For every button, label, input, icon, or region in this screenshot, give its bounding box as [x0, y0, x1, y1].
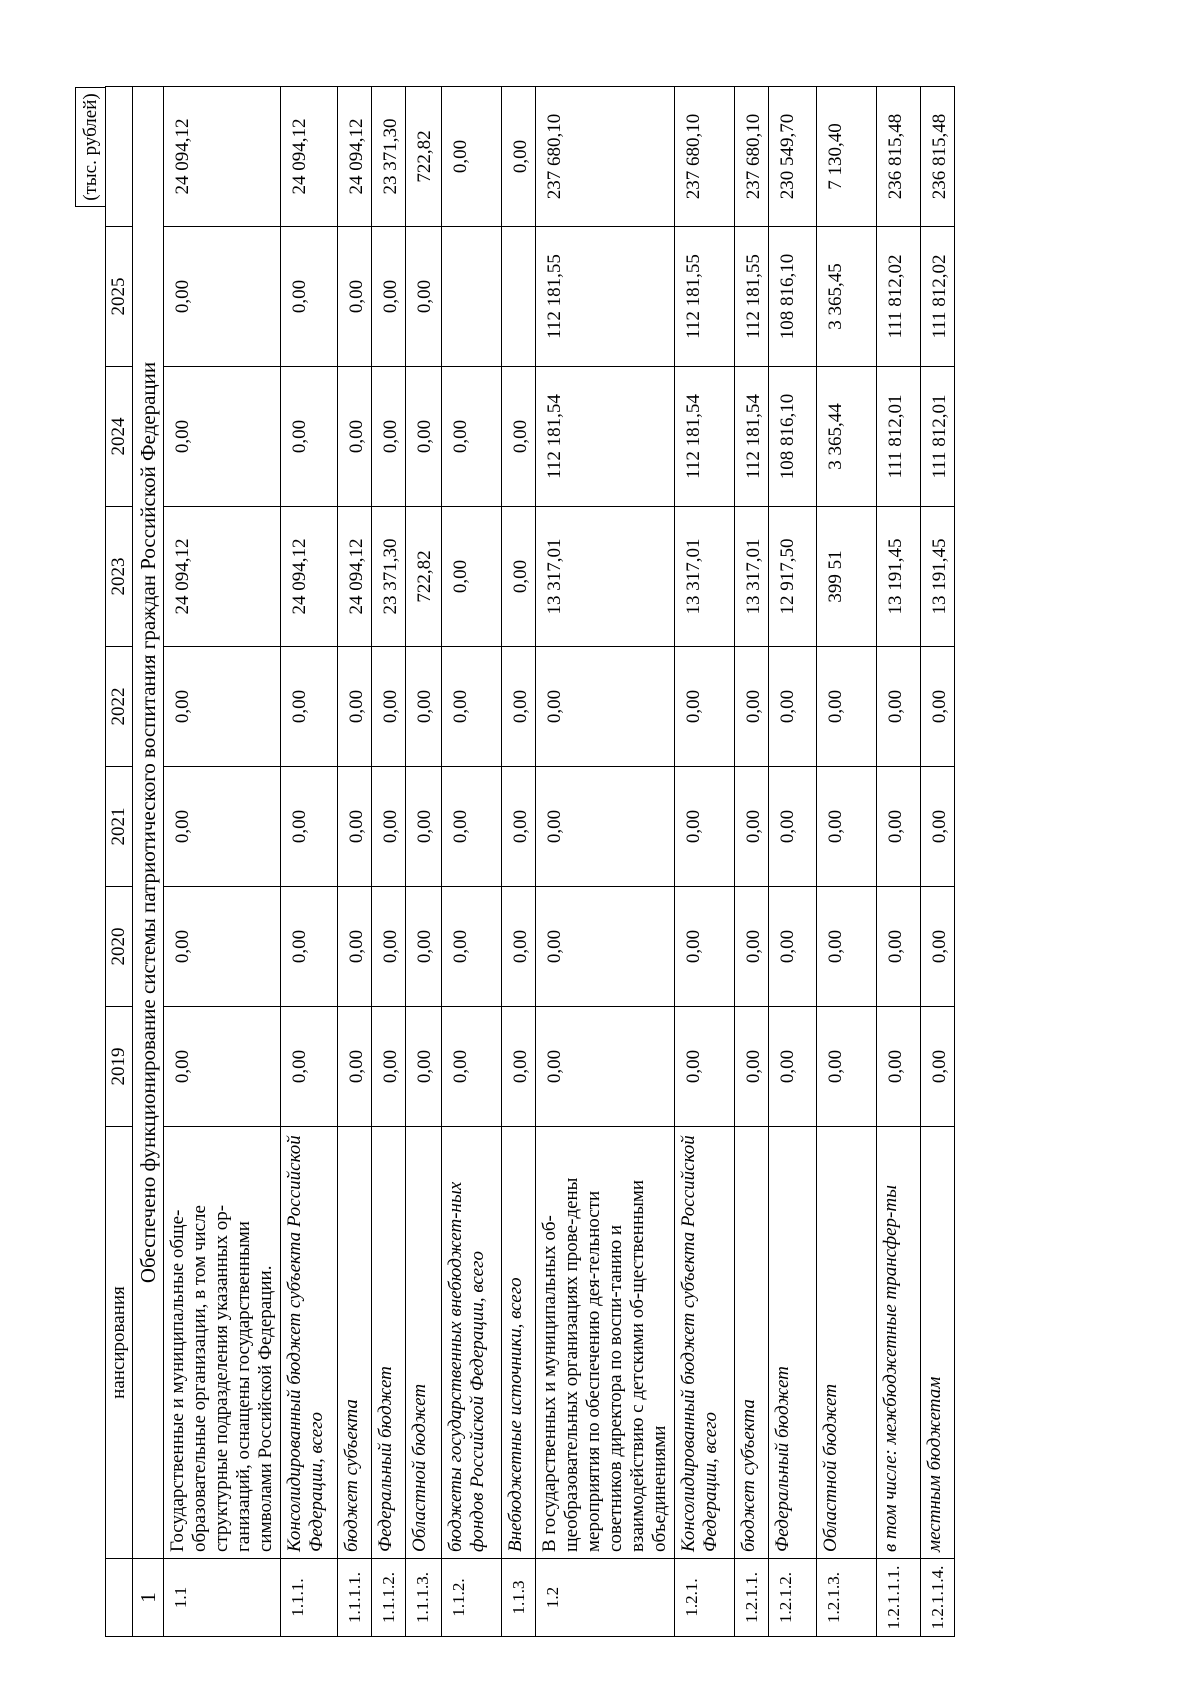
financing-table-sheet	[80, 87, 1105, 1637]
row-year-value: 0,00	[536, 647, 675, 767]
row-year-value: 0,00	[817, 887, 877, 1007]
row-year-value: 111 812,01	[921, 367, 955, 507]
row-year-value: 0,00	[281, 227, 338, 367]
row-year-value: 0,00	[735, 1007, 769, 1127]
row-year-value: 0,00	[372, 767, 406, 887]
row-year-value: 112 181,55	[735, 227, 769, 367]
row-year-value: 112 181,54	[735, 367, 769, 507]
row-year-value: 23 371,30	[372, 507, 406, 647]
row-year-value: 0,00	[675, 647, 735, 767]
row-name: в том числе: межбюджетные трансфер-ты	[877, 1127, 921, 1559]
row-name: местным бюджетам	[921, 1127, 955, 1559]
row-year-value: 0,00	[877, 647, 921, 767]
row-year-value: 12 917,50	[769, 507, 817, 647]
row-code: 1.1.1.1.	[338, 1559, 372, 1637]
header-year-2025: 2025	[106, 227, 133, 367]
row-year-value: 0,00	[338, 767, 372, 887]
row-total-value: 7 130,40	[817, 87, 877, 227]
row-total-value: 24 094,12	[281, 87, 338, 227]
row-year-value	[502, 227, 536, 367]
row-year-value: 3 365,45	[817, 227, 877, 367]
row-year-value: 399 51	[817, 507, 877, 647]
row-name: В государственных и муниципальных об-щеобразовательных организациях прове-дены мероприятия по обеспечению дея-тельности советников директора по воспи-танию и взаимодействию с детскими об-щественными объединениями	[536, 1127, 675, 1559]
row-year-value: 24 094,12	[338, 507, 372, 647]
row-year-value: 0,00	[442, 767, 502, 887]
row-code: 1.2.1.1.1.	[877, 1559, 921, 1637]
row-year-value: 722,82	[406, 507, 442, 647]
row-year-value: 0,00	[338, 367, 372, 507]
table-row	[769, 87, 817, 1637]
row-name: Внебюджетные источники, всего	[502, 1127, 536, 1559]
row-code: 1.1	[164, 1559, 281, 1637]
row-year-value: 0,00	[372, 887, 406, 1007]
row-name: Государственные и муниципальные обще-образовательные организации, в том числе структурные подразделения указанных ор-ганизаций, оснащены государственными символами Российской Федерации.	[164, 1127, 281, 1559]
table-row	[442, 87, 502, 1637]
row-year-value: 0,00	[164, 367, 281, 507]
row-year-value: 0,00	[536, 767, 675, 887]
header-year-2020: 2020	[106, 887, 133, 1007]
table-body	[133, 87, 955, 1637]
row-total-value: 236 815,48	[921, 87, 955, 227]
row-year-value: 0,00	[921, 887, 955, 1007]
row-total-value: 722,82	[406, 87, 442, 227]
section-row	[133, 87, 164, 1637]
table-row	[877, 87, 921, 1637]
row-code: 1.2	[536, 1559, 675, 1637]
row-year-value: 0,00	[769, 887, 817, 1007]
row-year-value: 0,00	[281, 1007, 338, 1127]
row-year-value: 0,00	[817, 1007, 877, 1127]
row-name: Консолидированный бюджет субъекта Российской Федерации, всего	[281, 1127, 338, 1559]
row-year-value: 111 812,01	[877, 367, 921, 507]
row-year-value: 24 094,12	[164, 507, 281, 647]
row-year-value: 0,00	[442, 367, 502, 507]
table-row	[164, 87, 281, 1637]
row-year-value: 0,00	[675, 1007, 735, 1127]
row-code: 1.2.1.2.	[769, 1559, 817, 1637]
row-year-value: 0,00	[164, 647, 281, 767]
row-year-value: 0,00	[406, 227, 442, 367]
row-name: бюджет субъекта	[338, 1127, 372, 1559]
row-code: 1.1.1.	[281, 1559, 338, 1637]
row-code: 1.1.1.3.	[406, 1559, 442, 1637]
header-year-2024: 2024	[106, 367, 133, 507]
row-year-value: 0,00	[406, 767, 442, 887]
row-year-value: 13 317,01	[675, 507, 735, 647]
row-year-value: 0,00	[735, 647, 769, 767]
row-year-value: 0,00	[735, 887, 769, 1007]
row-year-value: 0,00	[164, 767, 281, 887]
row-year-value: 0,00	[675, 767, 735, 887]
row-name: Федеральный бюджет	[769, 1127, 817, 1559]
row-year-value: 0,00	[372, 1007, 406, 1127]
row-year-value: 0,00	[769, 647, 817, 767]
row-year-value: 111 812,02	[921, 227, 955, 367]
row-code: 1.2.1.1.	[735, 1559, 769, 1637]
row-year-value: 0,00	[442, 1007, 502, 1127]
row-total-value: 24 094,12	[338, 87, 372, 227]
row-year-value: 0,00	[406, 367, 442, 507]
row-year-value: 0,00	[164, 887, 281, 1007]
row-name: бюджет субъекта	[735, 1127, 769, 1559]
row-year-value: 0,00	[877, 767, 921, 887]
table-row	[735, 87, 769, 1637]
row-year-value: 0,00	[502, 887, 536, 1007]
row-year-value: 0,00	[372, 367, 406, 507]
row-year-value: 13 317,01	[735, 507, 769, 647]
header-source: нансирования	[106, 1127, 133, 1559]
row-year-value: 0,00	[817, 767, 877, 887]
row-year-value: 0,00	[921, 767, 955, 887]
table-row	[536, 87, 675, 1637]
row-year-value: 0,00	[406, 647, 442, 767]
row-year-value: 0,00	[536, 887, 675, 1007]
row-total-value: 237 680,10	[675, 87, 735, 227]
row-total-value: 237 680,10	[735, 87, 769, 227]
numbering-cell: 1	[133, 1559, 164, 1637]
row-name: Консолидированный бюджет субъекта Российской Федерации, всего	[675, 1127, 735, 1559]
row-year-value: 0,00	[338, 887, 372, 1007]
row-year-value: 0,00	[769, 767, 817, 887]
row-year-value: 0,00	[338, 1007, 372, 1127]
row-total-value: 0,00	[502, 87, 536, 227]
row-total-value: 237 680,10	[536, 87, 675, 227]
table-row	[817, 87, 877, 1637]
row-year-value: 108 816,10	[769, 367, 817, 507]
row-code: 1.2.1.3.	[817, 1559, 877, 1637]
row-year-value: 0,00	[372, 227, 406, 367]
row-year-value: 0,00	[877, 887, 921, 1007]
row-year-value: 0,00	[442, 507, 502, 647]
row-year-value: 0,00	[164, 227, 281, 367]
header-total-cell	[106, 87, 133, 227]
row-year-value: 0,00	[921, 1007, 955, 1127]
row-year-value: 112 181,54	[536, 367, 675, 507]
row-year-value: 112 181,55	[536, 227, 675, 367]
row-year-value: 13 191,45	[921, 507, 955, 647]
header-year-2019: 2019	[106, 1007, 133, 1127]
row-code: 1.1.2.	[442, 1559, 502, 1637]
row-year-value: 0,00	[675, 887, 735, 1007]
row-year-value: 0,00	[769, 1007, 817, 1127]
table-row	[281, 87, 338, 1637]
header-code-cell	[106, 1559, 133, 1637]
row-total-value: 230 549,70	[769, 87, 817, 227]
table-row	[502, 87, 536, 1637]
row-year-value: 24 094,12	[281, 507, 338, 647]
row-name: бюджеты государственных внебюджет-ных фондов Российской Федерации, всего	[442, 1127, 502, 1559]
header-year-2022: 2022	[106, 647, 133, 767]
row-year-value: 0,00	[372, 647, 406, 767]
row-year-value: 0,00	[164, 1007, 281, 1127]
row-year-value: 0,00	[281, 367, 338, 507]
row-year-value: 13 317,01	[536, 507, 675, 647]
row-year-value: 0,00	[338, 647, 372, 767]
row-year-value: 112 181,54	[675, 367, 735, 507]
row-code: 1.1.1.2.	[372, 1559, 406, 1637]
row-name: Федеральный бюджет	[372, 1127, 406, 1559]
row-year-value: 0,00	[281, 767, 338, 887]
financing-table	[105, 86, 955, 1637]
row-name: Областной бюджет	[817, 1127, 877, 1559]
unit-note: (тыс. рублей)	[75, 87, 106, 207]
row-year-value: 0,00	[502, 507, 536, 647]
row-year-value	[442, 227, 502, 367]
header-year-2021: 2021	[106, 767, 133, 887]
header-year-2023: 2023	[106, 507, 133, 647]
row-year-value: 13 191,45	[877, 507, 921, 647]
table-row	[406, 87, 442, 1637]
row-name: Областной бюджет	[406, 1127, 442, 1559]
row-year-value: 0,00	[817, 647, 877, 767]
row-year-value: 0,00	[735, 767, 769, 887]
table-row	[675, 87, 735, 1637]
row-year-value: 0,00	[502, 767, 536, 887]
row-code: 1.1.3	[502, 1559, 536, 1637]
row-year-value: 0,00	[536, 1007, 675, 1127]
row-total-value: 0,00	[442, 87, 502, 227]
section-title: Обеспечено функционирование системы патриотического воспитания граждан Российской Федерации	[133, 87, 164, 1559]
row-total-value: 24 094,12	[164, 87, 281, 227]
table-row	[338, 87, 372, 1637]
row-code: 1.2.1.	[675, 1559, 735, 1637]
row-year-value: 0,00	[502, 367, 536, 507]
row-year-value: 0,00	[442, 647, 502, 767]
table-row	[921, 87, 955, 1637]
row-year-value: 0,00	[877, 1007, 921, 1127]
row-year-value: 3 365,44	[817, 367, 877, 507]
row-year-value: 0,00	[338, 227, 372, 367]
table-row	[372, 87, 406, 1637]
row-year-value: 108 816,10	[769, 227, 817, 367]
row-year-value: 0,00	[406, 887, 442, 1007]
row-total-value: 236 815,48	[877, 87, 921, 227]
row-total-value: 23 371,30	[372, 87, 406, 227]
row-year-value: 0,00	[502, 1007, 536, 1127]
row-code: 1.2.1.1.4.	[921, 1559, 955, 1637]
row-year-value: 0,00	[921, 647, 955, 767]
header-row	[106, 87, 133, 1637]
row-year-value: 112 181,55	[675, 227, 735, 367]
row-year-value: 0,00	[281, 647, 338, 767]
row-year-value: 0,00	[502, 647, 536, 767]
row-year-value: 0,00	[406, 1007, 442, 1127]
row-year-value: 0,00	[281, 887, 338, 1007]
row-year-value: 111 812,02	[877, 227, 921, 367]
row-year-value: 0,00	[442, 887, 502, 1007]
